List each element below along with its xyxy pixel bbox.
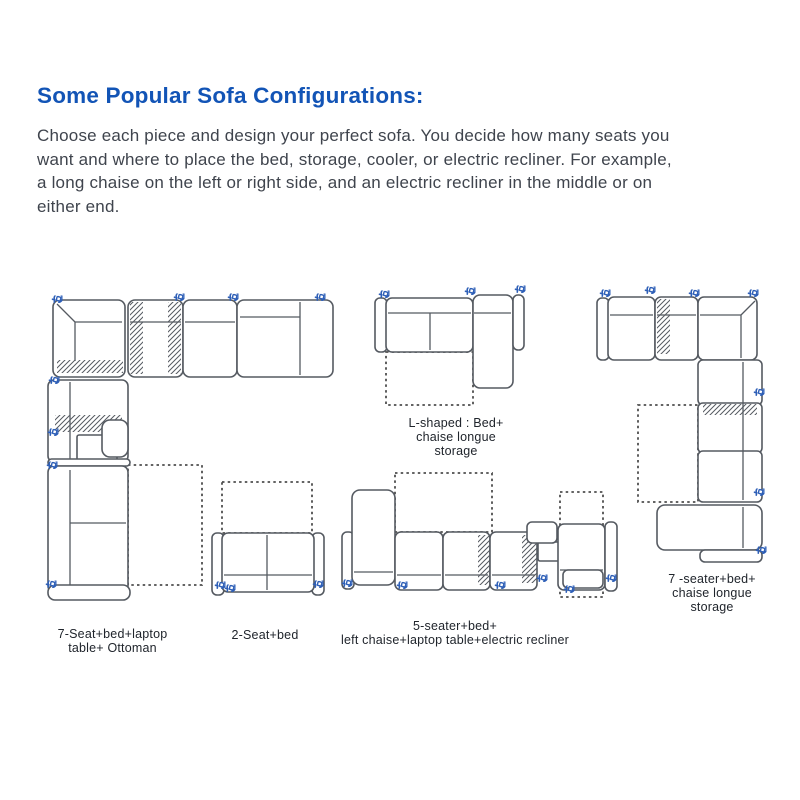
sofa-diagram-5-seater-recliner — [342, 473, 617, 597]
pull-out-bed-outline — [386, 352, 473, 405]
page-title: Some Popular Sofa Configurations: — [37, 83, 424, 108]
rotate-icon — [228, 292, 238, 300]
rotate-icon — [465, 286, 475, 294]
ottoman — [102, 420, 128, 457]
intro-line: either end. — [37, 196, 120, 216]
rotate-icon — [689, 288, 699, 296]
rotate-icon — [315, 292, 325, 300]
config-label-l-shaped — [386, 417, 526, 458]
rotate-icon — [600, 288, 610, 296]
rotate-icon — [174, 292, 184, 300]
config-label-7-seater — [642, 573, 782, 614]
intro-paragraph — [37, 124, 777, 218]
sofa-diagram-2-seat-bed — [212, 482, 324, 595]
rotate-icon — [515, 284, 525, 292]
rotate-icon — [537, 573, 547, 581]
end-arm — [48, 585, 130, 600]
pull-out-bed-outline — [395, 473, 492, 532]
laptop-table — [527, 522, 557, 543]
intro-line: a long chaise on the left or right side, and an electric recliner in the middle or on — [37, 173, 653, 192]
intro-line: want and where to place the bed, storage, cooler, or electric recliner. For example, — [37, 149, 672, 169]
label-line: L-shaped : Bed+ — [408, 416, 504, 430]
label-line: 2-Seat+bed — [231, 628, 299, 642]
config-label-7-seat-ottoman — [30, 628, 195, 656]
seat — [395, 532, 443, 590]
two-seat-section — [48, 466, 128, 592]
pull-out-bed-outline — [638, 405, 698, 502]
rotate-icon — [645, 285, 655, 293]
intro-line: Choose each piece and design your perfect sofa. You decide how many seats you — [37, 126, 670, 145]
seat — [698, 360, 762, 405]
label-line: 5-seater+bed+ — [413, 619, 497, 633]
seat — [183, 300, 237, 377]
config-label-2-seat-bed — [205, 629, 325, 643]
recliner-footrest — [563, 570, 603, 588]
label-line: chaise longue — [672, 585, 752, 600]
end-arm — [700, 550, 762, 562]
storage-hatch — [57, 360, 123, 373]
seat — [698, 451, 762, 502]
rotate-icon — [748, 288, 758, 296]
label-line: storage — [434, 443, 478, 458]
label-line: storage — [690, 599, 734, 614]
end-seat-with-arm — [237, 300, 333, 377]
config-label-5-seater — [320, 620, 590, 648]
sofa-diagram-l-shaped-chaise — [375, 284, 525, 405]
chaise-longue — [473, 295, 513, 388]
seat — [608, 297, 655, 360]
chaise-longue — [657, 505, 762, 550]
label-line: left chaise+laptop table+electric recliner — [341, 632, 569, 647]
label-line: chaise longue — [416, 429, 496, 444]
corner-seat — [698, 297, 757, 360]
right-arm — [513, 295, 524, 350]
rotate-icon — [52, 294, 62, 302]
label-line: table+ Ottoman — [68, 640, 157, 655]
rotate-icon — [379, 289, 389, 297]
label-line: 7-Seat+bed+laptop — [57, 627, 168, 641]
seat-body — [222, 533, 314, 592]
label-line: 7 -seater+bed+ — [668, 572, 756, 586]
pull-out-bed-outline — [222, 482, 312, 533]
left-chaise — [352, 490, 395, 585]
pull-out-bed-outline — [128, 465, 202, 585]
divider-arm — [48, 459, 130, 466]
sofa-diagram-7-seater-chaise — [597, 285, 766, 562]
